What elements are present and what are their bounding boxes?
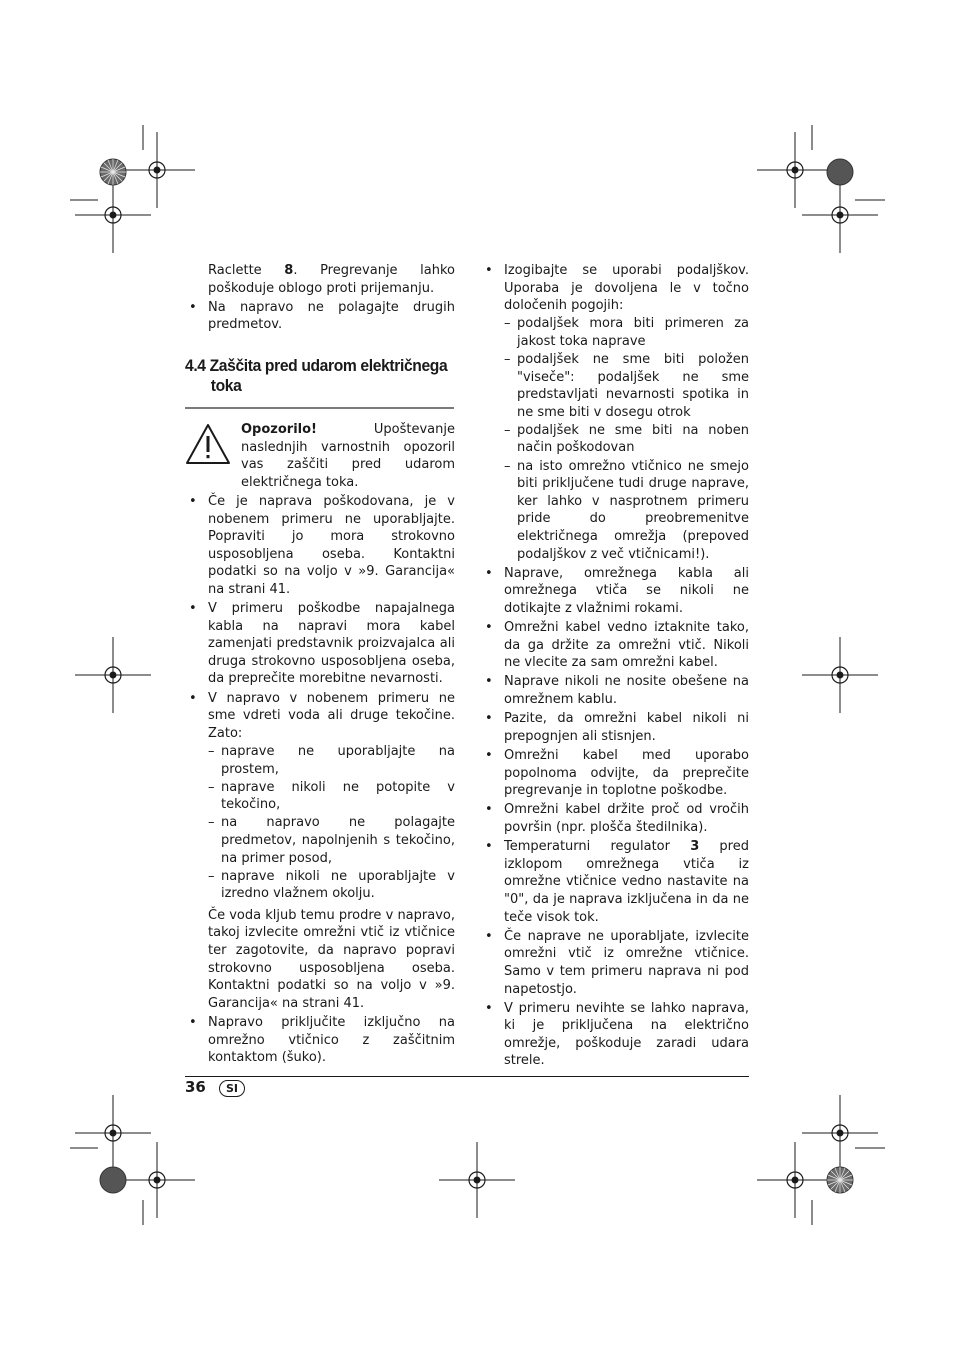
list-item: • V primeru nevihte se lahko naprava, ki je priključena na električno omrežje, poškoduje zaradi udara strele. (481, 1000, 749, 1070)
intro-continuation: Raclette 8. Pregrevanje lahko poškoduje oblogo proti prijemanju. (208, 263, 456, 296)
list-item: • Če je naprava poškodovana, je v nobenem primeru ne uporabljajte. Popraviti jo mora strokovno usposobljena oseba. Kontaktni podatki so na voljo v »9. Garancija« na strani 41. (185, 493, 455, 599)
dash-item: – naprave ne uporabljajte na prostem, (208, 743, 455, 778)
dash-item: – naprave nikoli ne potopite v tekočino, (208, 779, 455, 814)
dash-item: – podaljšek ne sme biti položen "viseče": podaljšek ne sme predstavljati nevarnosti spotika in ne sme biti v dosegu otrok (504, 351, 749, 421)
dash-item: – na isto omrežno vtičnico ne smejo biti priključene tudi druge naprave, ker lahko v nasprotnem primeru pride do preobremenitve električnega omrežja (prepoved podaljškov z več vtičnicami!). (504, 458, 749, 564)
list-item: • Če naprave ne uporabljate, izvlecite omrežni vtič iz omrežne vtičnice. Samo v tem primeru naprava ni pod napetostjo. (481, 928, 749, 998)
list-item: • Napravo priključite izključno na omrežno vtičnico z zaščitnim kontaktom (šuko). (185, 1014, 455, 1067)
dash-item: – podaljšek mora biti primeren za jakost toka naprave (504, 315, 749, 350)
right-column (481, 262, 749, 1070)
list-item: • Izogibajte se uporabi podaljškov. Uporaba je dovoljena le v točno določenih pogojih: – podaljšek mora biti primeren za jakost toka naprave – podaljšek ne sme biti položen "viseče": podaljšek ne sme predstavljati nevarnosti spotika in ne sme biti v dosegu otrok – podaljšek ne sme biti na noben način poškodovan – na isto omrežno vtičnico ne smejo biti priključene tudi druge naprave, ker lahko v nasprotnem primeru pride do preobremenitve električnega omrežja (prepoved podaljškov z več vtičnicami!). (481, 262, 749, 563)
list-item: • Naprave, omrežnega kabla ali omrežnega vtiča se nikoli ne dotikajte z vlažnimi rokami. (481, 565, 749, 618)
list-item: • V primeru poškodbe napajalnega kabla na napravi mora kabel zamenjati predstavnik proizvajalca ali druga strokovno usposobljena oseba, da preprečite morebitne nevarnosti. (185, 600, 455, 688)
left-column (185, 262, 455, 1067)
list-item: • Omrežni kabel držite proč od vročih površin (npr. plošča štedilnika). (481, 801, 749, 836)
warning-triangle-icon (185, 423, 231, 465)
warning-text: Opozorilo! Upoštevanje naslednjih varnostnih opozoril vas zaščiti pred udarom električnega toka. (241, 421, 455, 490)
warning-box (185, 421, 455, 491)
list-item: • Naprave nikoli ne nosite obešene na omrežnem kablu. (481, 673, 749, 708)
follow-paragraph: Če voda kljub temu prodre v napravo, takoj izvlecite omrežni vtič iz vtičnice ter zagotovite, da napravo popravi strokovno usposobljena oseba. Kontaktni podatki so na voljo v »9. Garancija« na strani 41. (208, 907, 455, 1011)
list-item: • V napravo v nobenem primeru ne sme vdreti voda ali druge tekočine. Zato: – naprave ne uporabljajte na prostem, – naprave nikoli ne potopite v tekočino, – na napravo ne polagajte predmetov, napolnjenih s tekočino, na primer posod, – naprave nikoli ne uporabljajte v izredno vlažnem okolju. Če voda kljub temu prodre v napravo, takoj izvlecite omrežni vtič iz vtičnice ter zagotovite, da napravo popravi strokovno usposobljena oseba. Kontaktni podatki so na voljo v »9. Garancija« na strani 41. (185, 690, 455, 1013)
list-item: • Temperaturni regulator 3 pred izklopom omrežnega vtiča iz omrežne vtičnice vedno nastavite na "0", da je naprava izključena in da ne teče visok tok. (481, 838, 749, 926)
list-item: • Pazite, da omrežni kabel nikoli ni prepognjen ali stisnjen. (481, 710, 749, 745)
dash-item: – naprave nikoli ne uporabljajte v izredno vlažnem okolju. (208, 868, 455, 903)
page-number: 36 (185, 1078, 206, 1096)
heading-rule (185, 407, 454, 409)
dash-item: – na napravo ne polagajte predmetov, napolnjenih s tekočino, na primer posod, (208, 814, 455, 867)
footer-rule (185, 1076, 749, 1077)
list-item: • Na napravo ne polagajte drugih predmetov. (185, 299, 455, 334)
list-item: • Omrežni kabel vedno iztaknite tako, da ga držite za omrežni vtič. Nikoli ne vlecite za sam omrežni kabel. (481, 619, 749, 672)
dash-item: – podaljšek ne sme biti na noben način poškodovan (504, 422, 749, 457)
list-item: • Omrežni kabel med uporabo popolnoma odvijte, da preprečite pregrevanje in toplotne poškodbe. (481, 747, 749, 800)
section-heading: 4.4 Zaščita pred udarom električnega toka (185, 355, 448, 395)
language-badge: SI (219, 1080, 245, 1097)
